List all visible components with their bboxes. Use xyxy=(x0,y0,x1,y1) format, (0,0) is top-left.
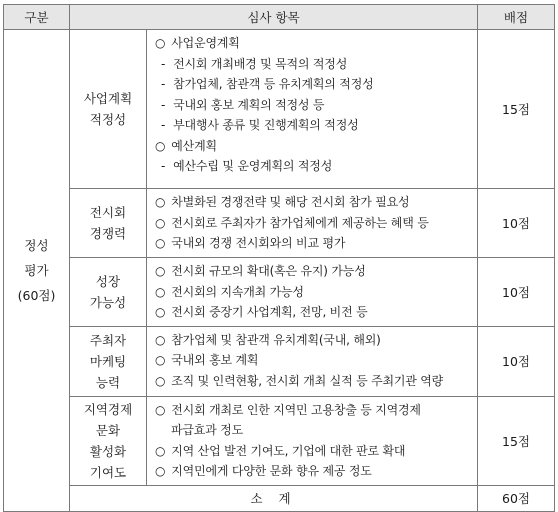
criteria-text: 참가업체 및 참관객 유치계획(국내, 해외) xyxy=(171,332,381,347)
category-label-line: 활성화 xyxy=(89,443,127,459)
table-body xyxy=(4,30,555,512)
criteria-item xyxy=(155,74,471,95)
dash-bullet-icon: - xyxy=(161,159,166,173)
circle-bullet-icon: ○ xyxy=(155,402,166,417)
score-value: 15점 xyxy=(478,396,555,485)
criteria-text: 부대행사 종류 및 진행계획의 적정성 xyxy=(173,118,359,132)
criteria-text: 참가업체, 참관객 등 유치계획의 적정성 xyxy=(173,77,374,91)
criteria-text: 파급효과 정도 xyxy=(171,423,243,437)
criteria-text: 전시회의 지속개최 가능성 xyxy=(171,284,304,299)
dash-bullet-icon: - xyxy=(161,97,166,112)
category-label-line: 사업계획 xyxy=(83,91,133,106)
category-label-line: 주최자 xyxy=(89,332,127,348)
circle-bullet-icon: ○ xyxy=(155,284,166,299)
dash-bullet-icon: - xyxy=(161,56,166,71)
table-row xyxy=(4,258,555,327)
criteria-item xyxy=(155,115,471,136)
category-label-line: 가능성 xyxy=(89,294,127,310)
circle-bullet-icon: ○ xyxy=(155,305,166,319)
criteria-text: 예산계획 xyxy=(171,138,217,153)
criteria-list xyxy=(147,396,478,485)
category-label xyxy=(70,258,147,327)
group-label xyxy=(4,30,70,512)
criteria-text: 국내외 경쟁 전시회와의 비교 평가 xyxy=(171,236,346,250)
criteria-item xyxy=(155,192,471,213)
table-row xyxy=(4,326,555,396)
criteria-list xyxy=(147,30,478,189)
category-label-line: 기여도 xyxy=(89,464,127,480)
table-row xyxy=(4,189,555,258)
circle-bullet-icon: ○ xyxy=(155,36,166,50)
subtotal-label: 소 계 xyxy=(70,485,478,511)
criteria-item xyxy=(155,233,471,254)
score-value: 10점 xyxy=(478,258,555,327)
criteria-item xyxy=(155,282,471,303)
category-label-line: 경쟁력 xyxy=(89,226,127,241)
criteria-text: 전시회 규모의 확대(혹은 유지) 가능성 xyxy=(171,264,366,278)
criteria-text: 지역민에게 다양한 문화 향유 제공 정도 xyxy=(171,464,372,478)
circle-bullet-icon: ○ xyxy=(155,332,166,347)
group-label-line: 평가 xyxy=(24,262,49,278)
group-label-line: 정성 xyxy=(24,237,49,253)
criteria-text: 국내외 홍보 계획의 적정성 등 xyxy=(173,97,325,112)
evaluation-table xyxy=(3,4,555,512)
criteria-text: 전시회 개최배경 및 목적의 적정성 xyxy=(173,56,348,71)
category-label-line: 지역경제 xyxy=(83,401,133,417)
score-value: 15점 xyxy=(478,30,555,189)
criteria-item xyxy=(155,350,471,371)
subtotal-row xyxy=(4,485,555,511)
category-label-line: 적정성 xyxy=(89,112,127,127)
category-label-line: 성장 xyxy=(95,273,121,289)
criteria-text: 전시회 개최로 인한 지역민 고용창출 등 지역경제 xyxy=(171,402,421,417)
category-label xyxy=(70,326,147,396)
criteria-text: 차별화된 경쟁전략 및 해당 전시회 참가 필요성 xyxy=(171,195,410,209)
subtotal-score: 60점 xyxy=(478,485,555,511)
category-label-line: 마케팅 xyxy=(89,353,127,369)
circle-bullet-icon: ○ xyxy=(155,264,166,278)
circle-bullet-icon: ○ xyxy=(155,236,166,250)
criteria-text: 전시회로 주최자가 참가업체에게 제공하는 혜택 등 xyxy=(171,215,429,230)
criteria-item xyxy=(155,461,471,482)
category-label xyxy=(70,30,147,189)
criteria-list xyxy=(147,189,478,258)
category-label xyxy=(70,396,147,485)
circle-bullet-icon: ○ xyxy=(155,443,166,458)
criteria-item xyxy=(155,371,471,392)
table-row xyxy=(4,396,555,485)
dash-bullet-icon: - xyxy=(161,118,166,132)
dash-bullet-icon: - xyxy=(161,77,166,91)
criteria-list xyxy=(147,258,478,327)
criteria-text: 국내외 홍보 계획 xyxy=(171,353,259,367)
circle-bullet-icon: ○ xyxy=(155,464,166,478)
criteria-item xyxy=(155,261,471,282)
criteria-list xyxy=(147,326,478,396)
header-category: 구분 xyxy=(4,5,70,30)
group-label-line: (60점) xyxy=(17,287,56,303)
circle-bullet-icon: ○ xyxy=(155,353,166,367)
category-label-line: 능력 xyxy=(95,374,121,390)
criteria-item xyxy=(155,302,471,323)
criteria-item xyxy=(155,136,471,157)
criteria-item xyxy=(155,33,471,54)
criteria-item xyxy=(155,420,471,441)
criteria-item xyxy=(155,213,471,234)
criteria-item xyxy=(155,95,471,116)
circle-bullet-icon: ○ xyxy=(155,215,166,230)
criteria-text: 지역 산업 발전 기여도, 기업에 대한 판로 확대 xyxy=(171,443,406,458)
table-row xyxy=(4,30,555,189)
score-value: 10점 xyxy=(478,189,555,258)
criteria-item xyxy=(155,400,471,421)
category-label-line: 문화 xyxy=(95,422,121,438)
circle-bullet-icon: ○ xyxy=(155,373,166,388)
score-value: 10점 xyxy=(478,326,555,396)
criteria-text: 예산수립 및 운영계획의 적정성 xyxy=(173,159,333,173)
criteria-text: 조직 및 인력현황, 전시회 개최 실적 등 주최기관 역량 xyxy=(171,373,444,388)
criteria-item xyxy=(155,441,471,462)
circle-bullet-icon: ○ xyxy=(155,195,166,209)
criteria-item xyxy=(155,330,471,351)
criteria-text: 전시회 중장기 사업계획, 전망, 비전 등 xyxy=(171,305,368,319)
circle-bullet-icon: ○ xyxy=(155,138,166,153)
criteria-item xyxy=(155,54,471,75)
table-header-row xyxy=(4,5,555,30)
header-criteria: 심사 항목 xyxy=(70,5,478,30)
criteria-text: 사업운영계획 xyxy=(171,36,240,50)
header-score: 배점 xyxy=(478,5,555,30)
category-label-line: 전시회 xyxy=(89,205,127,220)
category-label xyxy=(70,189,147,258)
criteria-item xyxy=(155,156,471,177)
